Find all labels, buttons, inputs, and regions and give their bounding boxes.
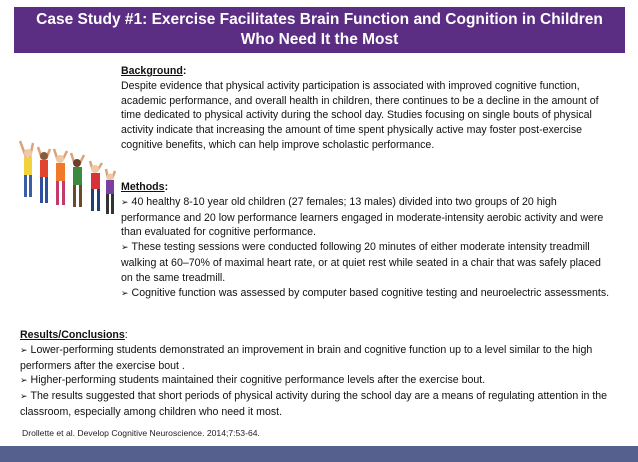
methods-bullet: ➢ 40 healthy 8-10 year old children (27 females; 13 males) divided into two groups of 20 high performance and 20 low performance learners engaged in moderate-intensity aerobic activity and were than evaluated for cognitive performance. [121, 195, 604, 239]
child-figure [90, 161, 102, 211]
child-figure [106, 169, 115, 214]
results-bullet: ➢ Lower-performing students demonstrated an improvement in brain and cognitive function up to a level similar to the high performers after the exercise bout . [20, 343, 593, 372]
children-jumping-illustration [18, 139, 116, 223]
title-line-2: Who Need It the Most [240, 31, 399, 48]
background-section [121, 64, 615, 153]
child-figure [71, 153, 84, 207]
child-figure [38, 147, 50, 203]
arrow-bullet-icon: ➢ [20, 376, 28, 387]
slide-title [14, 7, 625, 53]
child-figure [20, 141, 33, 197]
results-heading: Results/Conclusions: [20, 329, 128, 341]
methods-heading: Methods: [121, 181, 169, 193]
arrow-bullet-icon: ➢ [121, 243, 129, 254]
footer-bar [0, 446, 638, 462]
arrow-bullet-icon: ➢ [121, 197, 129, 208]
citation: Drollette et al. Develop Cognitive Neuroscience. 2014;7:53-64. [22, 428, 260, 438]
methods-bullet: ➢ These testing sessions were conducted following 20 minutes of either moderate intensity treadmill walking at 60–70% of maximal heart rate, or at quiet rest while seated in a chair that was safely placed on the same treadmill. [121, 241, 601, 284]
arrow-bullet-icon: ➢ [20, 345, 28, 356]
arrow-bullet-icon: ➢ [121, 288, 129, 299]
child-figure [54, 149, 67, 205]
background-text: Despite evidence that physical activity participation is associated with improved cognitive function, academic performance, and overall health in children, there continues to be a decline in the amount of time dedicated to physical activity during the school day. Studies focusing on single bouts of physical activity indicate that increasing the amount of time spent physically active may foster post-exercise cognitive benefits, which can help improve scholastic performance. [121, 79, 599, 151]
results-bullet: ➢ The results suggested that short periods of physical activity during the school day are a means of regulating attention in the classroom, especially among children who need it most. [20, 390, 608, 418]
title-line-1: Case Study #1: Exercise Facilitates Brain Function and Cognition in Children [36, 11, 603, 28]
results-section [20, 328, 622, 420]
methods-bullet: ➢ Cognitive function was assessed by computer based cognitive testing and neuroelectric assessments. [121, 286, 610, 299]
results-bullet: ➢ Higher-performing students maintained their cognitive performance levels after the exercise bout. [20, 374, 486, 387]
arrow-bullet-icon: ➢ [20, 392, 28, 403]
methods-section [121, 180, 615, 301]
background-heading: Background: [121, 65, 187, 77]
